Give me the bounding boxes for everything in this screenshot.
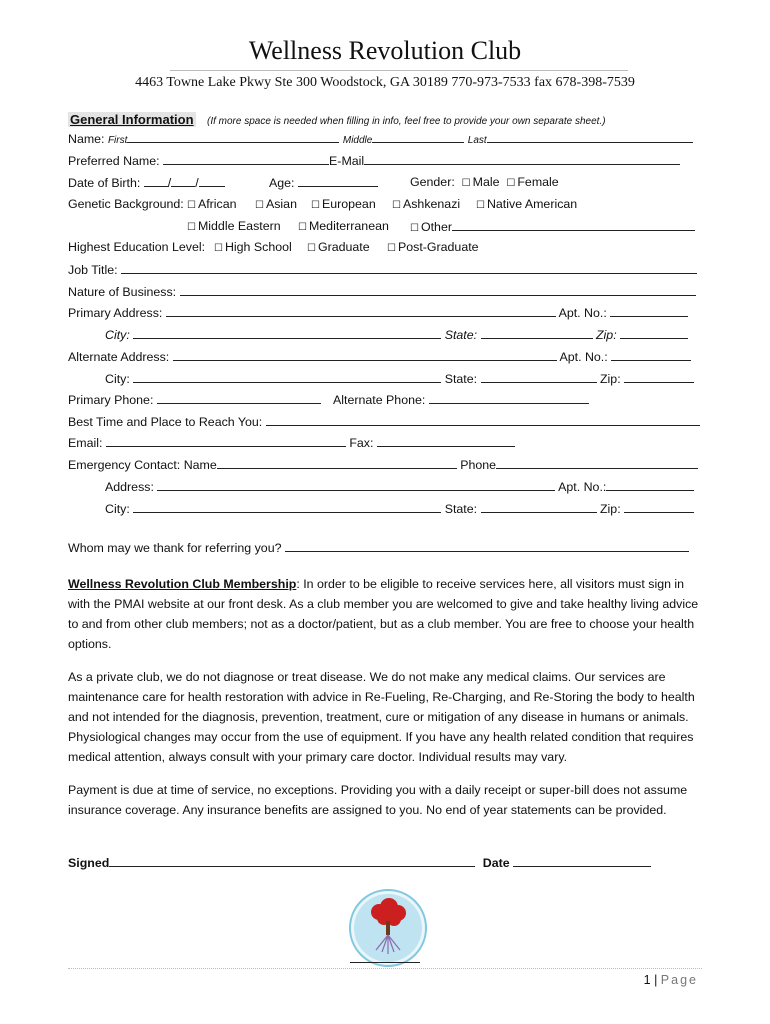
page-footer xyxy=(644,973,698,987)
email-row xyxy=(68,435,515,450)
checkbox-icon: ☐ xyxy=(187,222,196,233)
primary-city-label: City: xyxy=(105,328,130,342)
phone-row xyxy=(68,392,321,407)
fax-label: Fax: xyxy=(349,436,374,450)
checkbox-icon: ☐ xyxy=(214,243,223,254)
footer-divider xyxy=(68,968,702,969)
checkbox-icon: ☐ xyxy=(387,243,396,254)
genetic-other-option[interactable]: ☐ Other xyxy=(410,219,695,234)
genetic-african-option[interactable]: ☐ African xyxy=(187,197,237,211)
checkbox-icon: ☐ xyxy=(392,200,401,211)
alternate-apt-label: Apt. No.: xyxy=(559,350,608,364)
primary-state-field[interactable] xyxy=(481,327,593,339)
nature-business-field[interactable] xyxy=(180,284,696,296)
signature-row xyxy=(68,855,651,870)
alternate-phone-label: Alternate Phone: xyxy=(333,393,426,407)
emergency-city-label: City: xyxy=(105,502,130,516)
checkbox-icon: ☐ xyxy=(410,223,419,234)
page-word: Page xyxy=(660,973,698,987)
email-label: Email: xyxy=(68,436,103,450)
referral-field[interactable] xyxy=(285,540,689,552)
dob-row: Date of Birth: / / xyxy=(68,175,225,190)
primary-zip-field[interactable] xyxy=(620,327,688,339)
preferred-name-row xyxy=(68,153,680,168)
checkbox-icon: ☐ xyxy=(506,178,516,189)
emergency-address-label: Address: xyxy=(105,480,154,494)
signature-field[interactable] xyxy=(109,855,475,867)
first-name-field[interactable] xyxy=(127,131,339,143)
genetic-other-field[interactable] xyxy=(452,219,695,231)
checkbox-icon: ☐ xyxy=(255,200,264,211)
checkbox-icon: ☐ xyxy=(476,200,485,211)
emergency-phone-field[interactable] xyxy=(496,457,698,469)
dob-label: Date of Birth: xyxy=(68,176,141,190)
referral-row xyxy=(68,540,689,555)
club-address: 4463 Towne Lake Pkwy Ste 300 Woodstock, GA 30189 770-973-7533 fax 678-398-7539 xyxy=(135,75,635,90)
alternate-phone-field[interactable] xyxy=(429,392,589,404)
genetic-row-1 xyxy=(68,197,184,211)
alternate-state-field[interactable] xyxy=(481,371,597,383)
age-label: Age: xyxy=(269,176,295,190)
education-row xyxy=(68,240,205,254)
email-field[interactable] xyxy=(106,435,346,447)
last-name-field[interactable] xyxy=(487,131,693,143)
emergency-label: Emergency Contact: Name xyxy=(68,458,217,472)
gender-male-option[interactable]: ☐ Male xyxy=(461,175,500,189)
name-row xyxy=(68,131,693,146)
primary-address-row xyxy=(68,305,688,320)
alternate-state-label: State: xyxy=(444,372,478,386)
genetic-asian-option[interactable]: ☐ Asian xyxy=(255,197,297,211)
general-info-heading: General Information xyxy=(70,112,194,127)
primary-state-label: State: xyxy=(444,328,478,342)
nature-business-label: Nature of Business: xyxy=(68,285,177,299)
nature-business-row xyxy=(68,284,696,299)
genetic-native-american-option[interactable]: ☐ Native American xyxy=(476,197,578,211)
membership-heading: Wellness Revolution Club Membership xyxy=(68,577,297,591)
payment-paragraph: Payment is due at time of service, no exceptions. Providing you with a daily receipt or super-bill does not assume insurance coverage. Any insurance benefits are assigned to you. No end of year statements can be provided. xyxy=(68,783,688,817)
alternate-address-row xyxy=(68,349,691,364)
referral-label: Whom may we thank for referring you? xyxy=(68,541,282,555)
education-graduate-option[interactable]: ☐ Graduate xyxy=(307,240,370,254)
club-logo-icon xyxy=(348,888,428,968)
emergency-zip-field[interactable] xyxy=(624,501,694,513)
alternate-zip-label: Zip: xyxy=(599,372,621,386)
emergency-address-row xyxy=(105,479,694,494)
age-field[interactable] xyxy=(298,175,378,187)
primary-apt-field[interactable] xyxy=(610,305,688,317)
primary-address-field[interactable] xyxy=(166,305,556,317)
emergency-city-field[interactable] xyxy=(133,501,441,513)
job-title-label: Job Title: xyxy=(68,263,118,277)
alternate-city-label: City: xyxy=(105,372,130,386)
name-label: Name: xyxy=(68,132,105,146)
membership-text: : In order to be eligible to receive services here, all visitors must sign in with the PMAI website at our front desk. As a club member you are welcomed to give and take healthy living advice to and from other club members; not as a doctor/patient, but as a club member. You are free to choose your health options. xyxy=(68,577,699,651)
genetic-ashkenazi-option[interactable]: ☐ Ashkenazi xyxy=(392,197,461,211)
genetic-european-option[interactable]: ☐ European xyxy=(311,197,376,211)
emergency-apt-label: Apt. No.: xyxy=(558,480,607,494)
emergency-row xyxy=(68,457,698,472)
best-time-row xyxy=(68,414,700,429)
logo-underline xyxy=(350,962,420,963)
alternate-city-field[interactable] xyxy=(133,371,441,383)
emergency-city-row xyxy=(105,501,694,516)
date-label: Date xyxy=(482,856,510,870)
dob-day-field[interactable] xyxy=(171,175,195,187)
title-divider xyxy=(170,70,628,71)
alternate-address-label: Alternate Address: xyxy=(68,350,170,364)
emergency-zip-label: Zip: xyxy=(599,502,621,516)
emergency-state-field[interactable] xyxy=(481,501,597,513)
primary-city-field[interactable] xyxy=(133,327,441,339)
best-time-label: Best Time and Place to Reach You: xyxy=(68,415,263,429)
fax-field[interactable] xyxy=(377,435,515,447)
primary-phone-label: Primary Phone: xyxy=(68,393,154,407)
preferred-name-label: Preferred Name: xyxy=(68,154,160,168)
middle-name-label: Middle xyxy=(342,135,373,146)
signed-label: Signed xyxy=(68,856,110,870)
document-title: Wellness Revolution Club xyxy=(248,36,522,65)
alternate-apt-field[interactable] xyxy=(611,349,691,361)
alternate-phone-group xyxy=(333,392,589,407)
dob-month-field[interactable] xyxy=(144,175,168,187)
education-label: Highest Education Level: xyxy=(68,240,206,254)
primary-zip-label: Zip: xyxy=(595,328,617,342)
checkbox-icon: ☐ xyxy=(298,222,307,233)
genetic-middle-eastern-option[interactable]: ☐ Middle Eastern xyxy=(187,219,281,233)
general-info-header xyxy=(68,112,606,127)
date-field[interactable] xyxy=(513,855,651,867)
disclaimer-paragraph: As a private club, we do not diagnose or treat disease. We do not make any medical claims. Our services are maintenance care for health restoration with advice in Re-Fueling, Re-Charging, and Re-Storing the body to health and not intended for the diagnosis, prevention, treatment, cure or mitigation of any disease in humans or animals. Physiological changes may occur from the use of equipment. If you have any health related condition that requires medical attention, always consult with your primary care doctor. Individual results may vary. xyxy=(68,670,695,764)
first-name-label: First xyxy=(107,135,128,146)
preferred-email-field[interactable] xyxy=(364,153,680,165)
dob-year-field[interactable] xyxy=(199,175,225,187)
membership-paragraph xyxy=(68,574,708,654)
primary-apt-label: Apt. No.: xyxy=(558,306,607,320)
logo-trunk xyxy=(386,921,390,935)
emergency-address-field[interactable] xyxy=(157,479,555,491)
email-inline-label: E-Mail xyxy=(329,154,365,168)
age-group xyxy=(269,175,378,190)
last-name-label: Last xyxy=(467,135,487,146)
gender-label: Gender: xyxy=(410,175,455,189)
gender-group xyxy=(410,175,559,189)
primary-city-row xyxy=(105,327,688,342)
alternate-zip-field[interactable] xyxy=(624,371,694,383)
job-title-row xyxy=(68,262,697,277)
preferred-name-field[interactable] xyxy=(163,153,329,165)
page-separator: | xyxy=(654,973,658,987)
genetic-label: Genetic Background: xyxy=(68,197,184,211)
checkbox-icon: ☐ xyxy=(461,178,471,189)
education-post-graduate-option[interactable]: ☐ Post-Graduate xyxy=(387,240,479,254)
gender-female-option[interactable]: ☐ Female xyxy=(506,175,559,189)
education-high-school-option[interactable]: ☐ High School xyxy=(214,240,292,254)
alternate-city-row xyxy=(105,371,694,386)
checkbox-icon: ☐ xyxy=(307,243,316,254)
general-info-note: (If more space is needed when filling in info, feel free to provide your own separate sheet.) xyxy=(206,116,606,127)
primary-phone-field[interactable] xyxy=(157,392,321,404)
primary-address-label: Primary Address: xyxy=(68,306,163,320)
middle-name-field[interactable] xyxy=(372,131,464,143)
best-time-field[interactable] xyxy=(266,414,700,426)
checkbox-icon: ☐ xyxy=(187,200,196,211)
emergency-name-field[interactable] xyxy=(217,457,457,469)
genetic-mediterranean-option[interactable]: ☐ Mediterranean xyxy=(298,219,389,233)
emergency-apt-field[interactable] xyxy=(606,479,694,491)
emergency-phone-label: Phone xyxy=(460,458,497,472)
page-number: 1 xyxy=(643,973,651,987)
alternate-address-field[interactable] xyxy=(173,349,557,361)
emergency-state-label: State: xyxy=(444,502,478,516)
checkbox-icon: ☐ xyxy=(311,200,320,211)
job-title-field[interactable] xyxy=(121,262,697,274)
